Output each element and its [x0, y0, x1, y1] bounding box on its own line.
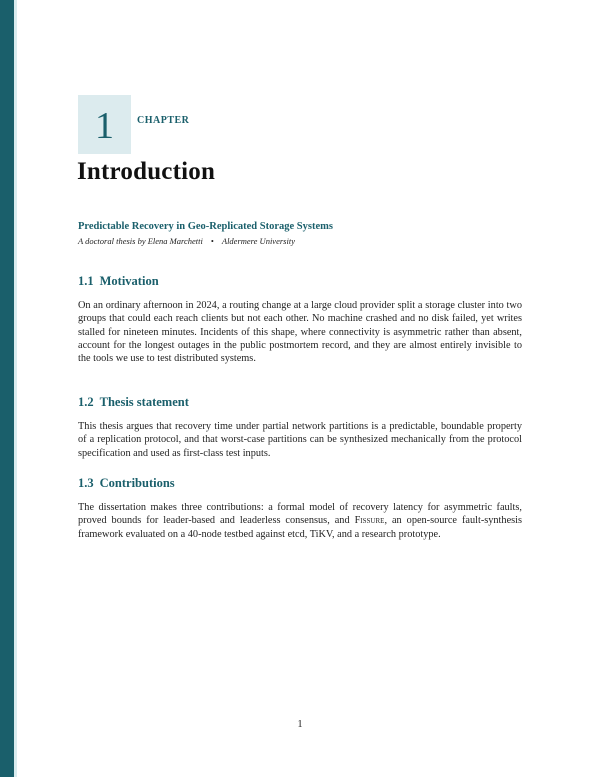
section-title: Motivation	[99, 274, 159, 288]
section-heading-thesis-statement	[78, 395, 189, 410]
chapter-number: 1	[95, 104, 114, 147]
contributions-text-before: The dissertation makes three contributions: a formal model of recovery latency for asymmetric faults, proved bounds for leader-based and leaderless consensus, and	[78, 502, 522, 527]
section-body-contributions	[78, 501, 522, 541]
section-heading-contributions	[78, 476, 175, 491]
section-number: 1.1	[78, 274, 94, 288]
page-number: 1	[297, 719, 303, 730]
section-number: 1.2	[78, 395, 94, 409]
section-title: Contributions	[99, 476, 175, 490]
section-body-motivation: On an ordinary afternoon in 2024, a routing change at a large cloud provider split a storage cluster into two groups that could each reach clients but not each other. No machine crashed and no disk failed, yet writes stalled for nineteen minutes. Incidents of this shape, where connectivity is asymmetric rather than absent, account for the longest outages in the public postmortem record, and they are almost entirely invisible to the tools we use to test distributed systems.	[78, 300, 522, 365]
tool-name-fissure: Fissure	[354, 515, 385, 527]
byline-university: Aldermere University	[221, 236, 295, 246]
chapter-label: CHAPTER	[137, 115, 190, 126]
section-heading-motivation	[78, 274, 159, 289]
chapter-title: Introduction	[77, 158, 216, 185]
chapter-number-box	[78, 95, 131, 154]
contributions-text-after: , an open-source fault-synthesis framework evaluated on a 40-node testbed against etcd, TiKV, and a research prototype.	[78, 515, 523, 540]
side-accent-bar	[0, 0, 14, 777]
thesis-title: Predictable Recovery in Geo-Replicated Storage Systems	[78, 221, 333, 232]
byline-author: A doctoral thesis by Elena Marchetti	[78, 236, 203, 246]
bullet-separator: •	[210, 236, 214, 246]
section-number: 1.3	[78, 476, 94, 490]
section-body-thesis-statement: This thesis argues that recovery time under partial network partitions is a predictable, boundable property of a replication protocol, and that worst-case partitions can be synthesized mechanically from the protocol specification and used as first-class test inputs.	[78, 421, 522, 459]
thesis-byline	[78, 236, 295, 246]
side-accent-bar-edge	[14, 0, 17, 777]
section-title: Thesis statement	[99, 395, 189, 409]
